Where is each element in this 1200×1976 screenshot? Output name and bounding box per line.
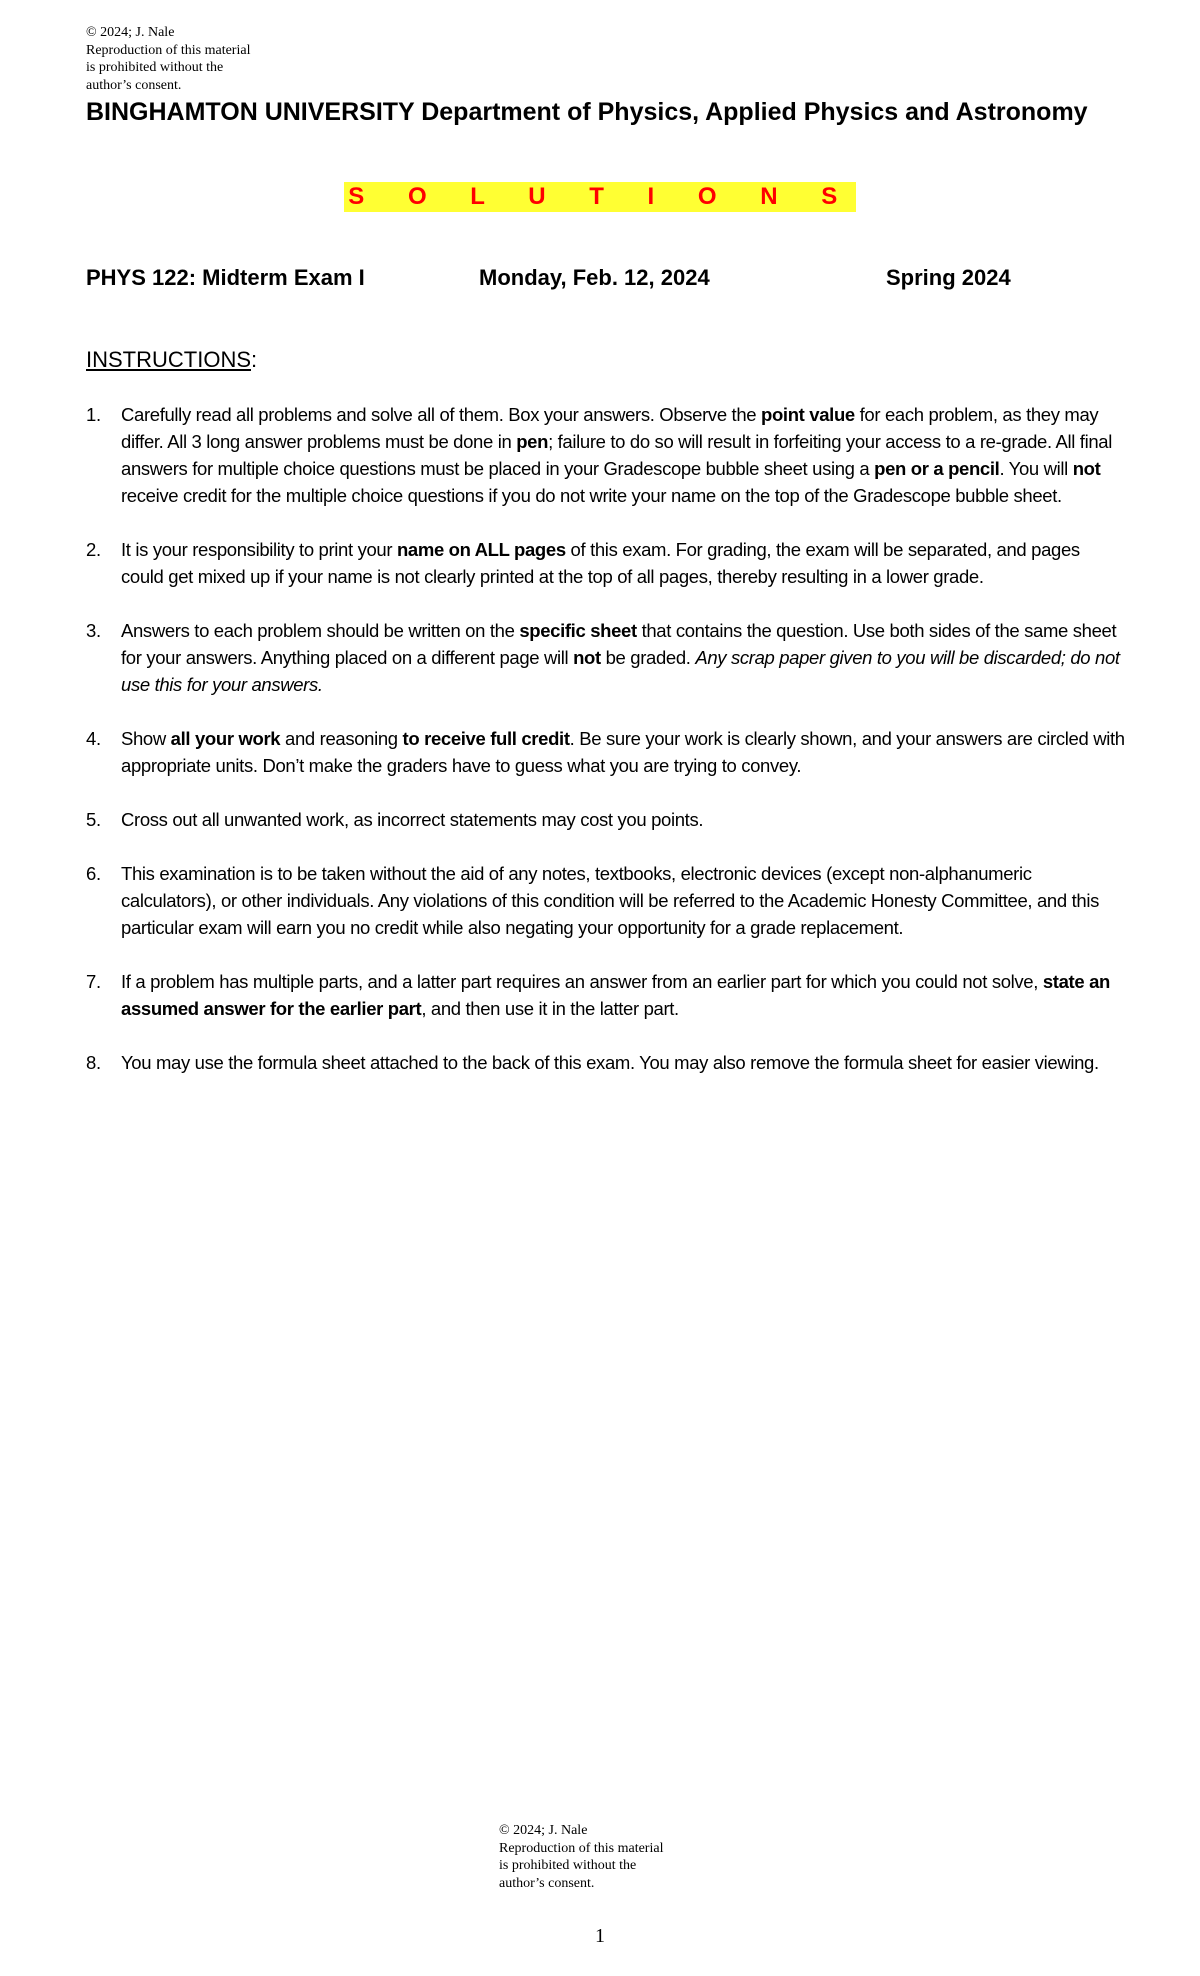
- instruction-text: specific sheet: [519, 620, 637, 641]
- copyright-notice-top: [86, 24, 250, 94]
- copyright-line: is prohibited without the: [499, 1858, 637, 1873]
- copyright-notice-bottom: [499, 1822, 663, 1892]
- instruction-text: all your work: [170, 728, 281, 749]
- page-number: 1: [595, 1925, 605, 1947]
- copyright-line: author’s consent.: [499, 1875, 595, 1891]
- instructions-list: [86, 401, 1126, 1103]
- instruction-text: If a problem has multiple parts, and a latter part requires an answer from an earlier part for which you could not solve,: [121, 971, 1043, 992]
- instruction-text: . You will: [999, 458, 1073, 479]
- copyright-line: © 2024; J. Nale: [499, 1823, 588, 1838]
- instruction-item: [86, 968, 1126, 1022]
- solutions-banner-wrap: [0, 182, 1200, 212]
- instruction-text: state an assumed answer for the earlier part: [121, 971, 1110, 1019]
- instruction-number: 5.: [86, 809, 101, 830]
- instruction-number: 1.: [86, 404, 101, 425]
- department-heading: BINGHAMTON UNIVERSITY Department of Physics, Applied Physics and Astronomy: [86, 98, 1088, 126]
- exam-term: Spring 2024: [886, 265, 1011, 290]
- solutions-banner: S O L U T I O N S: [344, 182, 855, 212]
- instruction-item: [86, 536, 1126, 590]
- instruction-number: 8.: [86, 1052, 101, 1073]
- instructions-heading-colon: :: [251, 347, 258, 372]
- instruction-item: [86, 617, 1126, 698]
- instruction-text: receive credit for the multiple choice questions if you do not write your name on the top of the Gradescope bubble sheet.: [121, 485, 1062, 506]
- instruction-text: point value: [761, 404, 855, 425]
- copyright-line: is prohibited without the: [86, 60, 224, 75]
- instruction-number: 4.: [86, 728, 101, 749]
- instruction-item: [86, 401, 1126, 509]
- instruction-text: be graded.: [600, 647, 696, 668]
- instruction-item: [86, 806, 1126, 833]
- instruction-item: [86, 1049, 1126, 1076]
- instructions-heading: [86, 347, 257, 373]
- instruction-text: You may use the formula sheet attached to the back of this exam. You may also remove the formula sheet for easier viewing.: [121, 1052, 1099, 1073]
- instruction-number: 7.: [86, 971, 101, 992]
- instruction-text: not: [1072, 458, 1101, 479]
- instruction-text: Carefully read all problems and solve all of them. Box your answers. Observe the: [121, 404, 762, 425]
- instruction-text: for each problem, as they may differ. All 3 long answer problems must be done in: [121, 404, 1099, 452]
- instruction-text: . Be sure your work is clearly shown, and your answers are circled with appropriate units. Don’t make the graders have to guess what you are trying to convey.: [121, 728, 1125, 776]
- exam-date: Monday, Feb. 12, 2024: [479, 265, 710, 290]
- instruction-text: name on ALL pages: [396, 539, 566, 560]
- instruction-text: Cross out all unwanted work, as incorrect statements may cost you points.: [121, 809, 704, 830]
- copyright-line: Reproduction of this material: [499, 1840, 664, 1856]
- instruction-text: to receive full credit: [402, 728, 570, 749]
- copyright-line: author’s consent.: [86, 77, 182, 93]
- instruction-text: pen: [516, 431, 549, 452]
- copyright-line: Reproduction of this material: [86, 42, 251, 58]
- copyright-line: © 2024; J. Nale: [86, 25, 175, 40]
- instruction-item: [86, 860, 1126, 941]
- instruction-text: that contains the question. Use both sides of the same sheet for your answers. Anything placed on a different page will: [121, 620, 1117, 668]
- exam-course: PHYS 122: Midterm Exam I: [86, 265, 365, 290]
- instruction-number: 3.: [86, 620, 101, 641]
- instruction-text: , and then use it in the latter part.: [421, 998, 679, 1019]
- instructions-heading-text: INSTRUCTIONS: [86, 347, 251, 372]
- instruction-text: ; failure to do so will result in forfeiting your access to a re-grade. All final answers for multiple choice questions must be placed in your Gradescope bubble sheet using a: [121, 431, 1112, 479]
- instruction-text: It is your responsibility to print your: [121, 539, 397, 560]
- instruction-text: and reasoning: [280, 728, 403, 749]
- instruction-text: pen or a pencil: [874, 458, 1000, 479]
- instruction-text: Any scrap paper given to you will be discarded; do not use this for your answers.: [121, 647, 1120, 695]
- instruction-text: not: [573, 647, 601, 668]
- instruction-text: This examination is to be taken without the aid of any notes, textbooks, electronic devices (except non-alphanumeric calculators), or other individuals. Any violations of this condition will be referred to the Academic Honesty Committee, and this particular exam will earn you no credit while also negating your opportunity for a grade replacement.: [121, 863, 1099, 938]
- instruction-text: Answers to each problem should be written on the: [121, 620, 520, 641]
- instruction-number: 2.: [86, 539, 101, 560]
- instruction-text: Show: [121, 728, 171, 749]
- instruction-number: 6.: [86, 863, 101, 884]
- instruction-item: [86, 725, 1126, 779]
- instruction-text: of this exam. For grading, the exam will be separated, and pages could get mixed up if your name is not clearly printed at the top of all pages, thereby resulting in a lower grade.: [121, 539, 1080, 587]
